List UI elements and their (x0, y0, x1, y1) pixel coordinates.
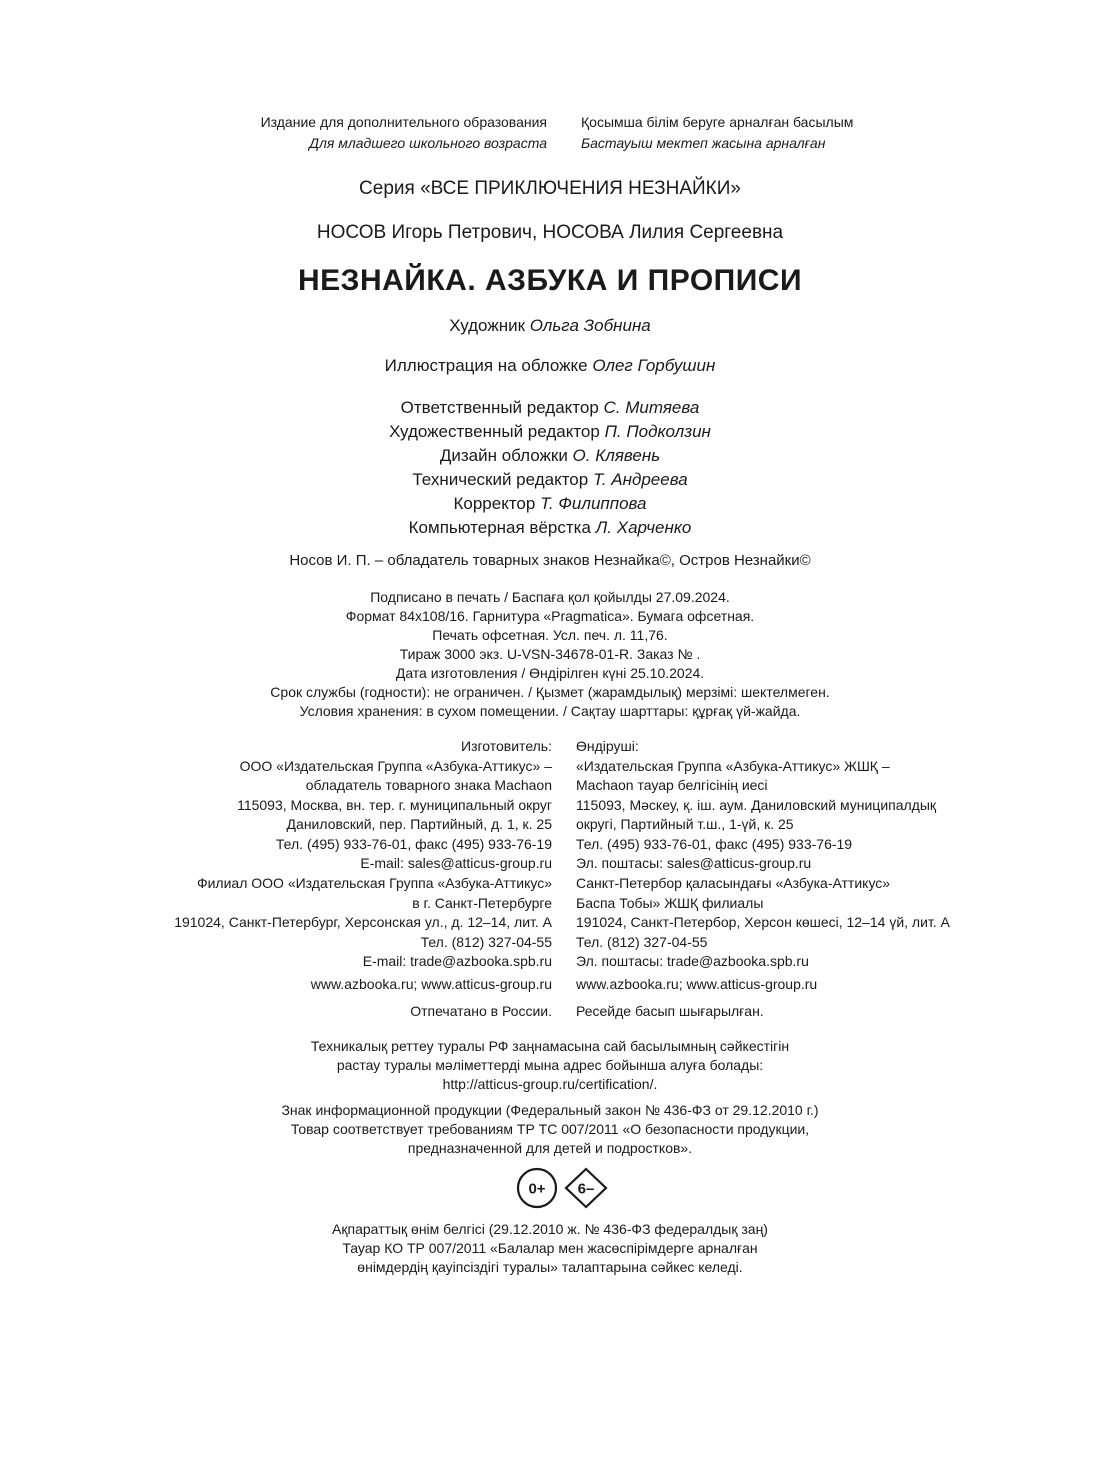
cover-illustration-credit (0, 356, 1100, 376)
branch-line: 191024, Санкт-Петербор, Херсон көшесі, 12–14 үй, лит. А (576, 914, 950, 930)
edition-notes-ru (261, 112, 547, 154)
printed-in-ru: Отпечатано в России. (410, 1003, 552, 1019)
manufacturer-line: Өндіруші: (576, 738, 639, 754)
credit-name: О. Клявень (572, 446, 661, 465)
certification-url: http://atticus-group.ru/certification/. (442, 1076, 658, 1092)
printed-in-kz: Ресейде басып шығарылған. (576, 1003, 764, 1019)
age-circle-label: 0+ (528, 1180, 546, 1198)
credit-role: Компьютерная вёрстка (408, 518, 596, 537)
print-info-line: Тираж 3000 экз. U-VSN-34678-01-R. Заказ № . (399, 646, 701, 662)
manufacturer-line: 115093, Мәскеу, қ. іш. аум. Даниловский муниципалдық (576, 796, 937, 813)
artist-label: Художник (449, 316, 530, 335)
branch-line: в г. Санкт-Петербурге (412, 894, 552, 911)
age-group-ru: Для младшего школьного возраста (309, 135, 547, 151)
info-product-sign (0, 1101, 1100, 1158)
tech-regulation-line: растау туралы мәліметтерді мына адрес бойынша алуға болады: (336, 1057, 764, 1073)
credit-line (0, 468, 1100, 492)
artist-credit (0, 316, 1100, 336)
info-sign-line: Товар соответствует требованиям ТР ТС 007/2011 «О безопасности продукции, (290, 1121, 810, 1137)
branch-email: E-mail: trade@azbooka.spb.ru (362, 953, 552, 969)
credit-role: Дизайн обложки (439, 446, 573, 465)
manufacturer-line: округі, Партийный т.ш., 1-үй, к. 25 (576, 816, 794, 832)
branch-line: 191024, Санкт-Петербург, Херсонская ул., д. 12–14, лит. А (174, 914, 552, 930)
tech-regulation-note (0, 1037, 1100, 1094)
credit-name: Т. Филиппова (540, 494, 647, 513)
manufacturer-line: ООО «Издательская Группа «Азбука-Аттикус» – (239, 757, 552, 774)
age-rating-marks (515, 1166, 615, 1210)
websites-ru: www.azbooka.ru; www.atticus-group.ru (310, 976, 552, 992)
manufacturer-line: Даниловский, пер. Партийный, д. 1, к. 25 (286, 816, 552, 832)
credit-role: Корректор (453, 494, 541, 513)
branch-line: Тел. (812) 327-04-55 (420, 933, 552, 950)
info-sign-line: Знак информационной продукции (Федеральный закон № 436-ФЗ от 29.12.2010 г.) (281, 1102, 819, 1118)
artist-name: Ольга Зобнина (529, 316, 651, 335)
series-title: Серия «ВСЕ ПРИКЛЮЧЕНИЯ НЕЗНАЙКИ» (359, 178, 741, 199)
credit-line (0, 420, 1100, 444)
credit-line (0, 516, 1100, 540)
print-info-line: Печать офсетная. Усл. печ. л. 11,76. (432, 627, 668, 643)
credit-role: Ответственный редактор (400, 398, 604, 417)
branch-line: Санкт-Петербор қаласындағы «Азбука-Аттикус» (576, 875, 891, 891)
kz-info-sign-line: өнімдердің қауіпсіздігі туралы» талаптарына сәйкес келеді. (357, 1259, 743, 1275)
branch-line: Баспа Тобы» ЖШҚ филиалы (576, 894, 764, 911)
branch-ru (174, 874, 552, 972)
manufacturer-ru (237, 737, 552, 874)
edition-type-ru: Издание для дополнительного образования (260, 114, 547, 130)
book-title: НЕЗНАЙКА. АЗБУКА И ПРОПИСИ (297, 264, 802, 297)
age-group-kz: Бастауыш мектеп жасына арналған (581, 135, 826, 151)
trademark-note: Носов И. П. – обладатель товарных знаков Незнайка©, Остров Незнайки© (289, 552, 811, 569)
manufacturer-kz (576, 737, 936, 874)
print-info (0, 588, 1100, 721)
authors: НОСОВ Игорь Петрович, НОСОВА Лилия Сергеевна (316, 222, 784, 243)
age-diamond-label: 6– (577, 1180, 595, 1198)
print-info-line: Условия хранения: в сухом помещении. / Сақтау шарттары: құрғақ үй-жайда. (299, 703, 801, 719)
manufacturer-line: Изготовитель: (461, 738, 552, 754)
print-info-line: Срок службы (годности): не ограничен. / Қызмет (жарамдылық) мерзімі: шектелмеген. (270, 684, 830, 700)
credit-name: Т. Андреева (592, 470, 688, 489)
print-info-line: Дата изготовления / Өндірілген күні 25.10.2024. (395, 665, 705, 681)
branch-line: Тел. (812) 327-04-55 (576, 933, 708, 950)
edition-type-kz: Қосымша білім беруге арналған басылым (581, 114, 854, 130)
manufacturer-email: E-mail: sales@atticus-group.ru (360, 855, 552, 871)
cover-illustration-label: Иллюстрация на обложке (384, 356, 593, 375)
credit-line (0, 444, 1100, 468)
credit-name: Л. Харченко (595, 518, 692, 537)
manufacturer-line: «Издательская Группа «Азбука-Аттикус» ЖШҚ – (576, 757, 890, 774)
cover-illustration-name: Олег Горбушин (592, 356, 716, 375)
branch-email: Эл. поштасы: trade@azbooka.spb.ru (576, 953, 809, 969)
print-info-line: Подписано в печать / Баспаға қол қойылды 27.09.2024. (370, 589, 730, 605)
manufacturer-line: Machaon тауар белгісінің иесі (576, 777, 768, 793)
credit-line (0, 396, 1100, 420)
kz-info-sign-line: Ақпараттық өнім белгісі (29.12.2010 ж. № 436-ФЗ федералдық заң) (332, 1221, 768, 1237)
editorial-credits (0, 396, 1100, 540)
credit-line (0, 492, 1100, 516)
tech-regulation-line: Техникалық реттеу туралы РФ заңнамасына сай басылымның сәйкестігін (310, 1038, 790, 1054)
credit-name: С. Митяева (603, 398, 700, 417)
branch-line: Филиал ООО «Издательская Группа «Азбука-Аттикус» (196, 875, 552, 891)
manufacturer-line: обладатель товарного знака Machaon (305, 777, 552, 793)
kz-info-product-sign (0, 1220, 1100, 1277)
manufacturer-line: Тел. (495) 933-76-01, факс (495) 933-76-19 (576, 835, 853, 852)
manufacturer-email: Эл. поштасы: sales@atticus-group.ru (576, 855, 812, 871)
branch-kz (576, 874, 950, 972)
manufacturer-line: 115093, Москва, вн. тер. г. муниципальный округ (237, 796, 552, 813)
websites-kz: www.azbooka.ru; www.atticus-group.ru (576, 976, 818, 992)
credit-name: П. Подколзин (604, 422, 711, 441)
manufacturer-line: Тел. (495) 933-76-01, факс (495) 933-76-19 (275, 835, 552, 852)
credit-role: Художественный редактор (389, 422, 605, 441)
kz-info-sign-line: Тауар КО ТР 007/2011 «Балалар мен жасөспірімдерге арналған (342, 1240, 758, 1256)
info-sign-line: предназначенной для детей и подростков». (407, 1140, 693, 1156)
credit-role: Технический редактор (412, 470, 593, 489)
edition-notes-kz (581, 112, 853, 154)
print-info-line: Формат 84х108/16. Гарнитура «Pragmatica». Бумага офсетная. (345, 608, 755, 624)
